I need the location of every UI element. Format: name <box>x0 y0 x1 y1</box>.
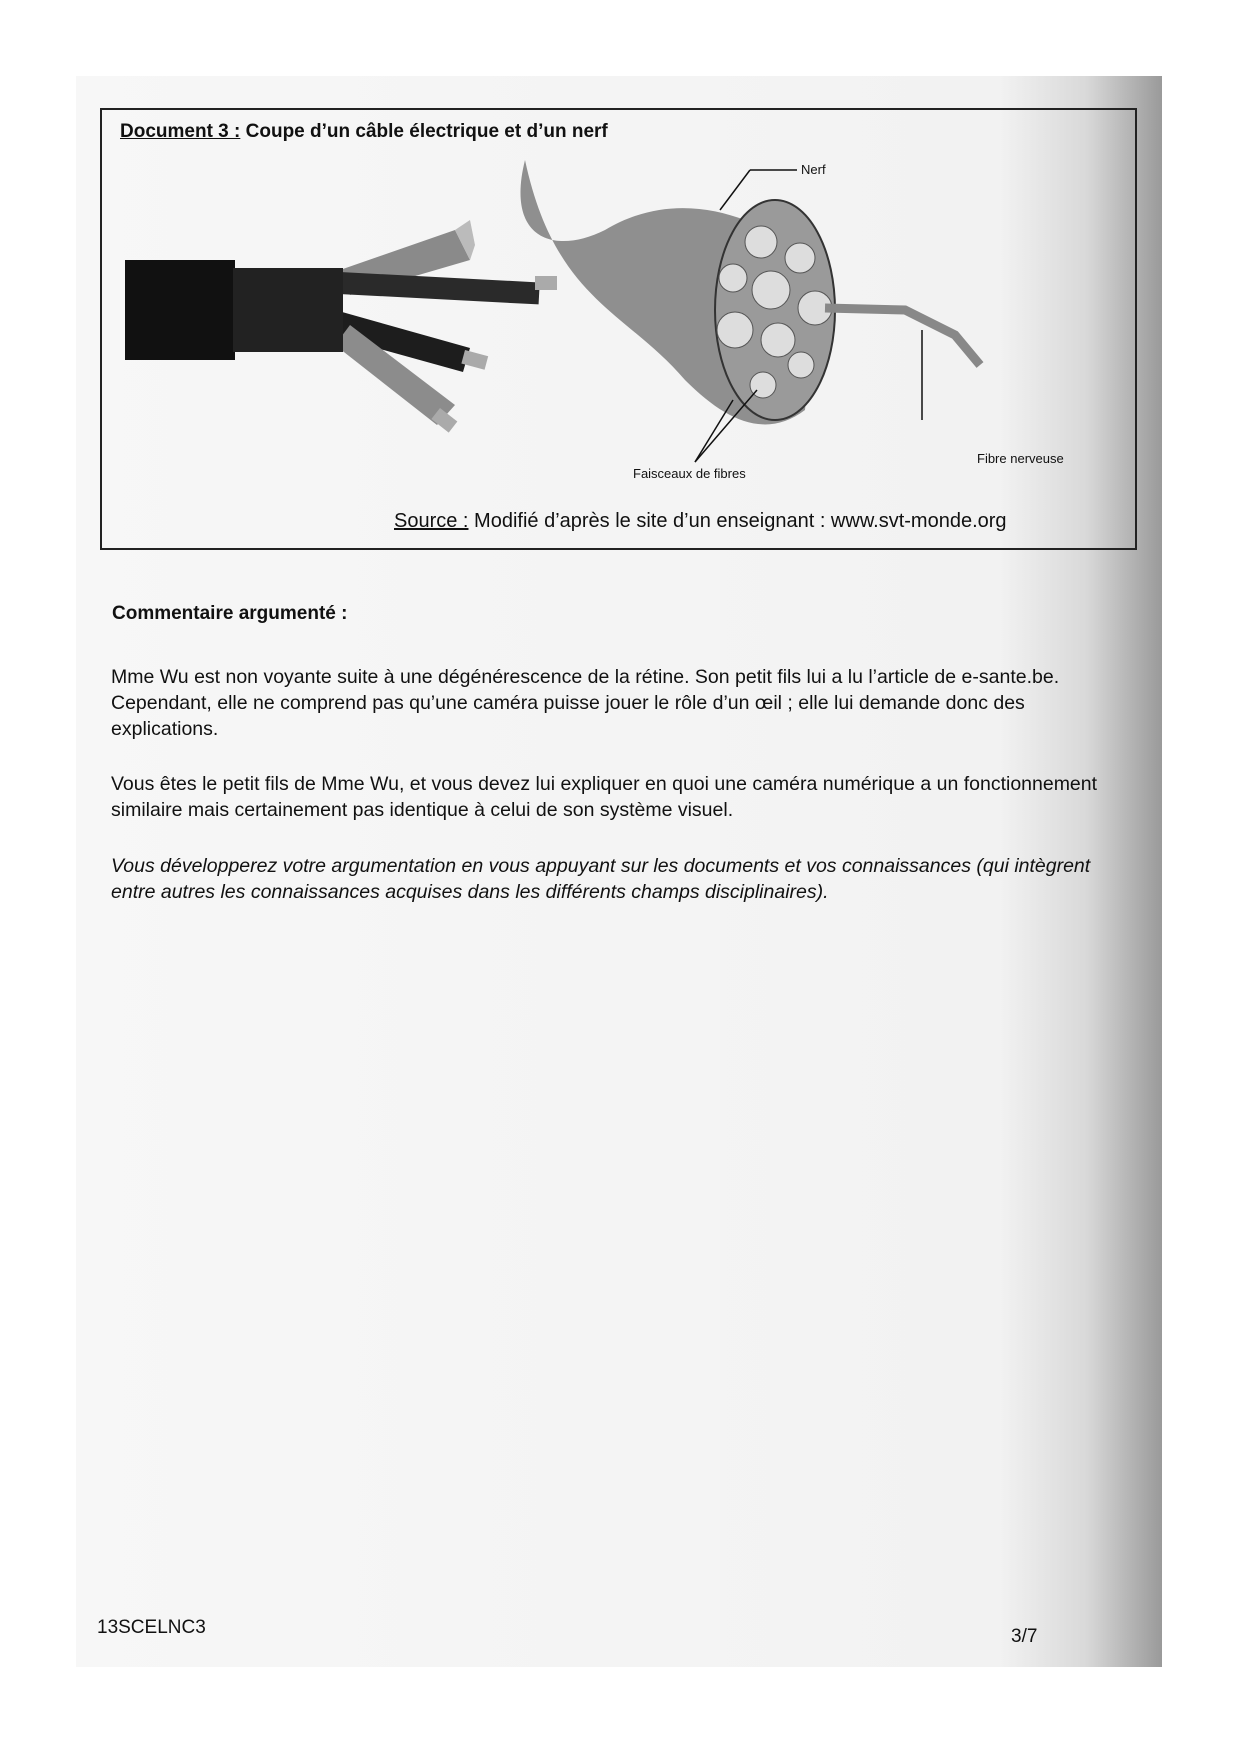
page-number: 3/7 <box>1011 1626 1038 1647</box>
label-fibre-nerveuse: Fibre nerveuse <box>977 451 1064 466</box>
document-title-text: Coupe d’un câble électrique et d’un nerf <box>245 121 608 142</box>
commentary-paragraph-1: Mme Wu est non voyante suite à une dégénérescence de la rétine. Son petit fils lui a lu l’article de e-sante.be. Cependant, elle ne comprend pas qu’une caméra puisse jouer le rôle d’un œil ; elle lui demande donc des explications. <box>111 666 1060 740</box>
commentary-heading: Commentaire argumenté : <box>112 603 348 624</box>
source-text: Modifié d’après le site d’un enseignant : www.svt-monde.org <box>474 510 1007 532</box>
document-label: Document 3 : <box>120 121 241 142</box>
label-faisceaux-de-fibres: Faisceaux de fibres <box>633 466 746 481</box>
label-nerf: Nerf <box>801 162 826 177</box>
commentary-paragraph-2: Vous êtes le petit fils de Mme Wu, et vous devez lui expliquer en quoi une caméra numérique a un fonctionnement similaire mais certainement pas identique à celui de son système visuel. <box>111 773 1098 821</box>
electric-cable-image <box>125 220 557 433</box>
nerve-image <box>520 160 980 462</box>
figure-source <box>394 510 1007 533</box>
cable-nerve-figure <box>125 160 1110 480</box>
cable-nerve-illustration <box>125 160 1110 480</box>
commentary-instructions: Vous développerez votre argumentation en vous appuyant sur les documents et vos connaissances (qui intègrent entre autres les connaissances acquises dans les différents champs disciplinaires). <box>111 855 1091 903</box>
source-label: Source : <box>394 510 469 532</box>
document-title <box>120 121 608 143</box>
exam-code: 13SCELNC3 <box>97 1617 206 1638</box>
